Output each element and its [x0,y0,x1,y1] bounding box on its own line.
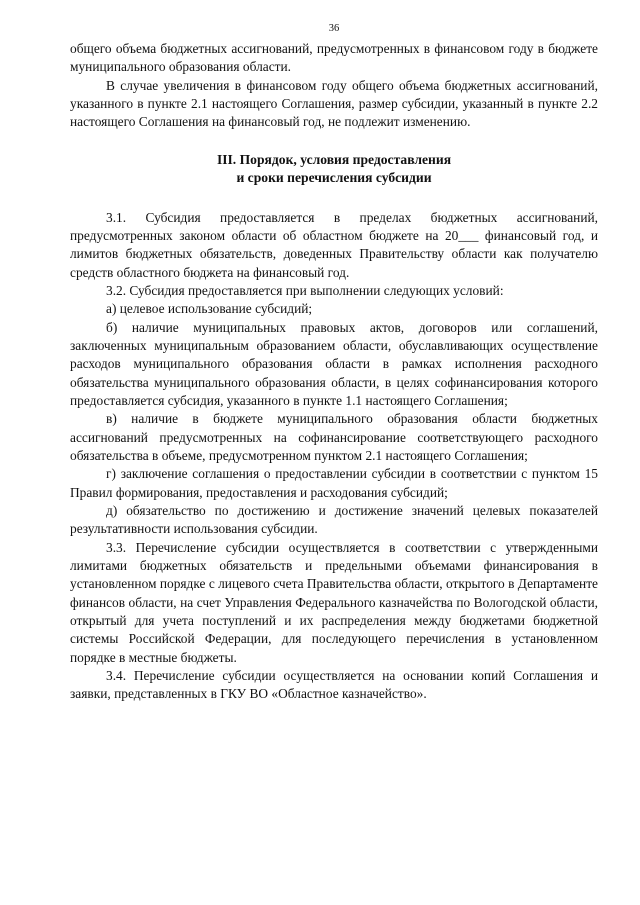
page-number: 36 [328,23,340,34]
spacer [70,132,598,151]
paragraph-3-1: 3.1. Субсидия предоставляется в пределах бюджетных ассигнований, предусмотренных законом области об областном бюджете на 20___ финансовый год, и лимитов бюджетных обязательств, доведенных Правительству области как получателю средств областного бюджета на финансовый год. [70,209,598,280]
paragraph-subsidy-unchanged: В случае увеличения в финансовом году общего объема бюджетных ассигнований, указанного в пункте 2.1 настоящего Соглашения, размер субсидии, указанный в пункте 2.2 настоящего Соглашения на финансовый год, не подлежит изменению. [70,77,598,130]
condition-v: в) наличие в бюджете муниципального образования области бюджетных ассигнований предусмотренных на софинансирование соответствующего расходного обязательства в объеме, предусмотренном пунктом 2.1 настоящего Соглашения; [70,411,598,463]
paragraph-3-4: 3.4. Перечисление субсидии осуществляется на основании копий Соглашения и заявки, представленных в ГКУ ВО «Областное казначейство». [70,668,598,702]
condition-d: д) обязательство по достижению и достижение значений целевых показателей результативности использования субсидии. [70,503,598,537]
condition-b: б) наличие муниципальных правовых актов, договоров или соглашений, заключенных муниципальным образованием области, обуславливающих осуществление расходов муниципального образования области в рамках исполнения расходного обязательства муниципального образования области, в целях софинансирования которого предоставляется субсидия, указанного в пункте 1.1 настоящего Соглашения; [70,319,598,408]
paragraph-continuation: общего объема бюджетных ассигнований, предусмотренных в финансовом году в бюджете муниципального образования области. [70,41,598,75]
section-heading-line-1: III. Порядок, условия предоставления [216,151,452,167]
condition-g: г) заключение соглашения о предоставлении субсидии в соответствии с пунктом 15 Правил формирования, предоставления и расходования субсидий; [70,466,598,500]
paragraph-3-2: 3.2. Субсидия предоставляется при выполнении следующих условий: [106,282,504,298]
spacer [70,188,598,209]
section-heading-line-2: и сроки перечисления субсидии [236,170,432,186]
document-page [70,22,598,704]
paragraph-3-3: 3.3. Перечисление субсидии осуществляется в соответствии с утвержденными лимитами бюджетных обязательств и предельными объемами финансирования в установленном порядке с лицевого счета Правительства области, открытого в Департаменте финансов области, на счет Управления Федерального казначейства по Вологодской области, открытый для учета поступлений и их распределения между бюджетами бюджетной системы Российской Федерации, для последующего перечисления в установленном порядке в местные бюджеты. [70,539,598,665]
condition-a: а) целевое использование субсидий; [106,301,313,317]
